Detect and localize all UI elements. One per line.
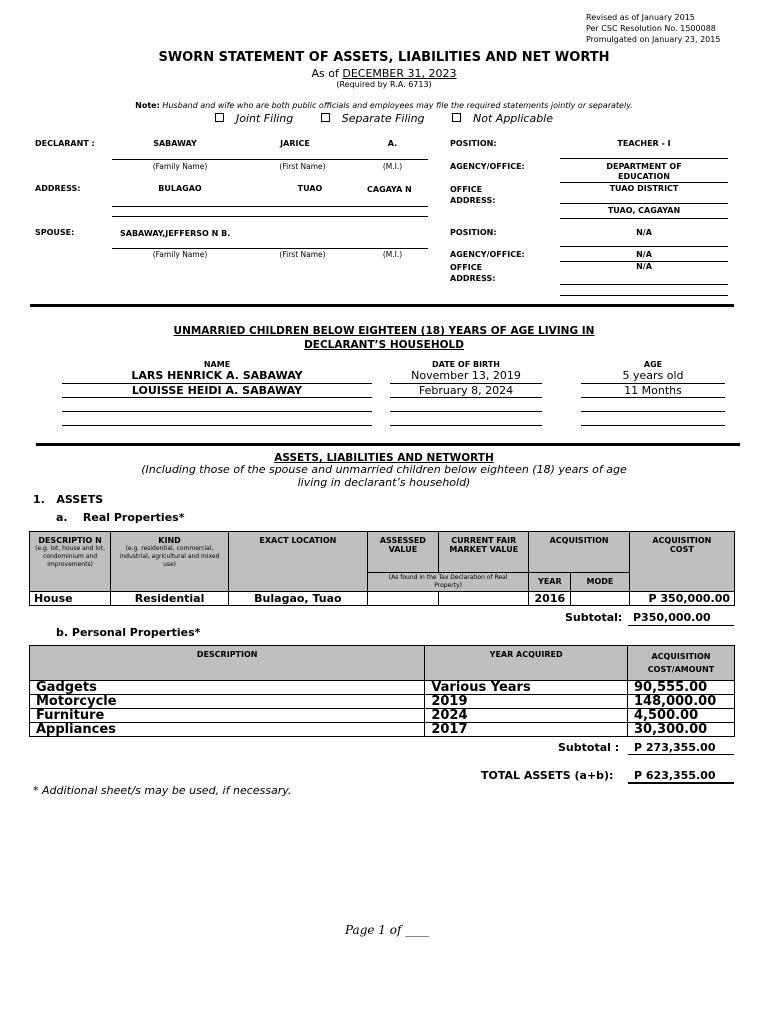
real-assessed (367, 592, 438, 606)
pp-year: 2024 (425, 709, 628, 723)
revision-line: Revised as of January 2015 (586, 13, 695, 22)
note (0, 101, 768, 110)
page-number: Page 1 of ____ (345, 923, 430, 937)
assessed-value-header: ASSESSED VALUE (367, 532, 438, 573)
declarant-first-name: JARICE (280, 139, 310, 148)
spouse-position-value: N/A (636, 228, 652, 237)
revision-line: Promulgated on January 23, 2015 (586, 35, 721, 44)
child-dob: February 8, 2024 (418, 384, 514, 397)
as-of-line (0, 67, 768, 80)
pp-description: Motorcycle (30, 695, 425, 709)
total-assets-value: P 623,355.00 (634, 769, 716, 782)
office-address-line2: TUAO, CAGAYAN (607, 206, 681, 215)
tax-declaration-note (367, 573, 529, 592)
spouse-office-address-label: OFFICE ADDRESS: (450, 263, 496, 283)
year-header: YEAR (529, 573, 571, 592)
real-subtotal-label: Subtotal: (565, 611, 623, 624)
assets-heading: 1. ASSETS (33, 493, 104, 506)
office-address-label: OFFICE ADDRESS: (450, 185, 496, 205)
child-dob: November 13, 2019 (411, 369, 521, 382)
kind-header (111, 532, 229, 592)
not-applicable-checkbox[interactable] (446, 112, 559, 125)
child-name: LOUISSE HEIDI A. SABAWAY (131, 384, 303, 397)
total-assets-label: TOTAL ASSETS (a+b): (481, 769, 614, 782)
mode-header: MODE (571, 573, 630, 592)
pp-cost: 148,000.00 (628, 695, 735, 709)
address-province: CAGAYA N (367, 185, 412, 194)
pp-cost: 4,500.00 (628, 709, 735, 723)
kind-header-text: KIND (158, 536, 181, 545)
assets-section-title: ASSETS, LIABILITIES AND NETWORTH (274, 452, 494, 464)
pp-year: Various Years (425, 681, 628, 695)
office-address-line1: TUAO DISTRICT (609, 184, 679, 193)
checkbox-icon (452, 113, 461, 122)
pp-cost: 90,555.00 (628, 681, 735, 695)
family-name-caption: (Family Name) (152, 162, 208, 171)
as-of-date: DECEMBER 31, 2023 (342, 67, 457, 80)
kind-header-sub: (e.g. residential, commercial, industrial, agricultural and mixed use) (119, 545, 220, 568)
position-value: TEACHER - I (617, 139, 671, 148)
real-cost: P 350,000.00 (629, 592, 734, 606)
real-kind: Residential (111, 592, 229, 606)
mi-caption: (M.I.) (382, 162, 403, 171)
personal-properties-heading: b. Personal Properties* (56, 626, 201, 639)
child-age-header: AGE (643, 360, 663, 369)
pp-year: 2019 (425, 695, 628, 709)
spouse-agency-label: AGENCY/OFFICE: (450, 250, 525, 259)
tax-declaration-note-text: (As found in the Tax Declaration of Real Property) (388, 574, 508, 589)
real-mode (571, 592, 630, 606)
first-name-caption: (First Name) (279, 162, 326, 171)
child-name: LARS HENRICK A. SABAWAY (131, 369, 303, 382)
filing-options (0, 112, 768, 125)
pp-description: Gadgets (30, 681, 425, 695)
pp-description: Appliances (30, 723, 425, 737)
assets-section-subtitle: (Including those of the spouse and unmarried children below eighteen (18) years of age living in declarant’s household) (141, 463, 627, 489)
pp-cost: 30,300.00 (628, 723, 735, 737)
document-title: SWORN STATEMENT OF ASSETS, LIABILITIES AND NET WORTH (158, 50, 610, 65)
joint-filing-label: Joint Filing (236, 112, 294, 125)
fair-market-header: CURRENT FAIR MARKET VALUE (439, 532, 529, 573)
location-header: EXACT LOCATION (229, 532, 368, 592)
spouse-label: SPOUSE: (35, 228, 75, 237)
real-properties-table (29, 531, 735, 606)
personal-subtotal-label: Subtotal : (558, 741, 620, 754)
description-header (30, 532, 111, 592)
spouse-position-label: POSITION: (450, 228, 497, 237)
mi-caption: (M.I.) (382, 250, 403, 259)
child-name-header: NAME (203, 360, 231, 369)
child-dob-header: DATE OF BIRTH (432, 360, 500, 369)
child-age: 5 years old (622, 369, 684, 382)
real-description: House (30, 592, 111, 606)
family-name-caption: (Family Name) (152, 250, 208, 259)
declarant-mi: A. (387, 139, 398, 148)
revision-info (586, 12, 720, 45)
additional-sheets-note: * Additional sheet/s may be used, if necessary. (33, 784, 292, 797)
acquisition-cost-header: ACQUISITION COST (629, 532, 734, 592)
table-row (30, 723, 735, 737)
spouse-name: SABAWAY,JEFFERSO N B. (120, 229, 231, 238)
children-section-title: UNMARRIED CHILDREN BELOW EIGHTEEN (18) YEARS OF AGE LIVING IN DECLARANT’S HOUSEHOLD (173, 325, 595, 351)
checkbox-icon (321, 113, 330, 122)
joint-filing-checkbox[interactable] (209, 112, 299, 125)
table-row (30, 695, 735, 709)
declarant-family-name: SABAWAY (153, 139, 197, 148)
address-label: ADDRESS: (35, 184, 81, 193)
note-text: Husband and wife who are both public officials and employees may file the required statements jointly or separately. (162, 101, 633, 110)
address-barangay: BULAGAO (158, 184, 202, 193)
personal-subtotal-value: P 273,355.00 (634, 741, 716, 754)
pp-year: 2017 (425, 723, 628, 737)
separate-filing-label: Separate Filing (341, 112, 425, 125)
table-row (30, 592, 735, 606)
real-location: Bulagao, Tuao (229, 592, 368, 606)
description-header-sub: (e.g. lot, house and lot, condominium and improvements) (35, 545, 105, 568)
agency-value: DEPARTMENT OF EDUCATION (606, 162, 682, 181)
table-row (30, 681, 735, 695)
revision-line: Per CSC Resolution No. 1500088 (586, 24, 716, 33)
table-row (30, 709, 735, 723)
pp-cost-header: ACQUISITION COST/AMOUNT (628, 646, 735, 681)
child-age: 11 Months (624, 384, 682, 397)
separate-filing-checkbox[interactable] (315, 112, 431, 125)
not-applicable-label: Not Applicable (473, 112, 553, 125)
description-header-text: DESCRIPTIO N (38, 536, 102, 545)
agency-label: AGENCY/OFFICE: (450, 162, 525, 171)
spouse-agency-value: N/A (636, 250, 652, 259)
pp-description: Furniture (30, 709, 425, 723)
checkbox-icon (215, 113, 224, 122)
real-subtotal-value: P350,000.00 (633, 611, 711, 624)
acquisition-header: ACQUISITION (529, 532, 629, 573)
required-by: (Required by R.A. 6713) (336, 80, 432, 89)
pp-year-header: YEAR ACQUIRED (425, 646, 628, 681)
pp-description-header: DESCRIPTION (30, 646, 425, 681)
position-label: POSITION: (450, 139, 497, 148)
spouse-office-address-value: N/A (636, 262, 652, 271)
address-town: TUAO (297, 184, 323, 193)
real-fair-market (439, 592, 529, 606)
note-label: Note: (135, 101, 160, 110)
personal-properties-table (29, 645, 735, 737)
first-name-caption: (First Name) (279, 250, 326, 259)
as-of-label: As of (311, 67, 339, 80)
real-year: 2016 (529, 592, 571, 606)
declarant-label: DECLARANT : (35, 139, 95, 148)
real-properties-heading: a. Real Properties* (56, 511, 185, 524)
